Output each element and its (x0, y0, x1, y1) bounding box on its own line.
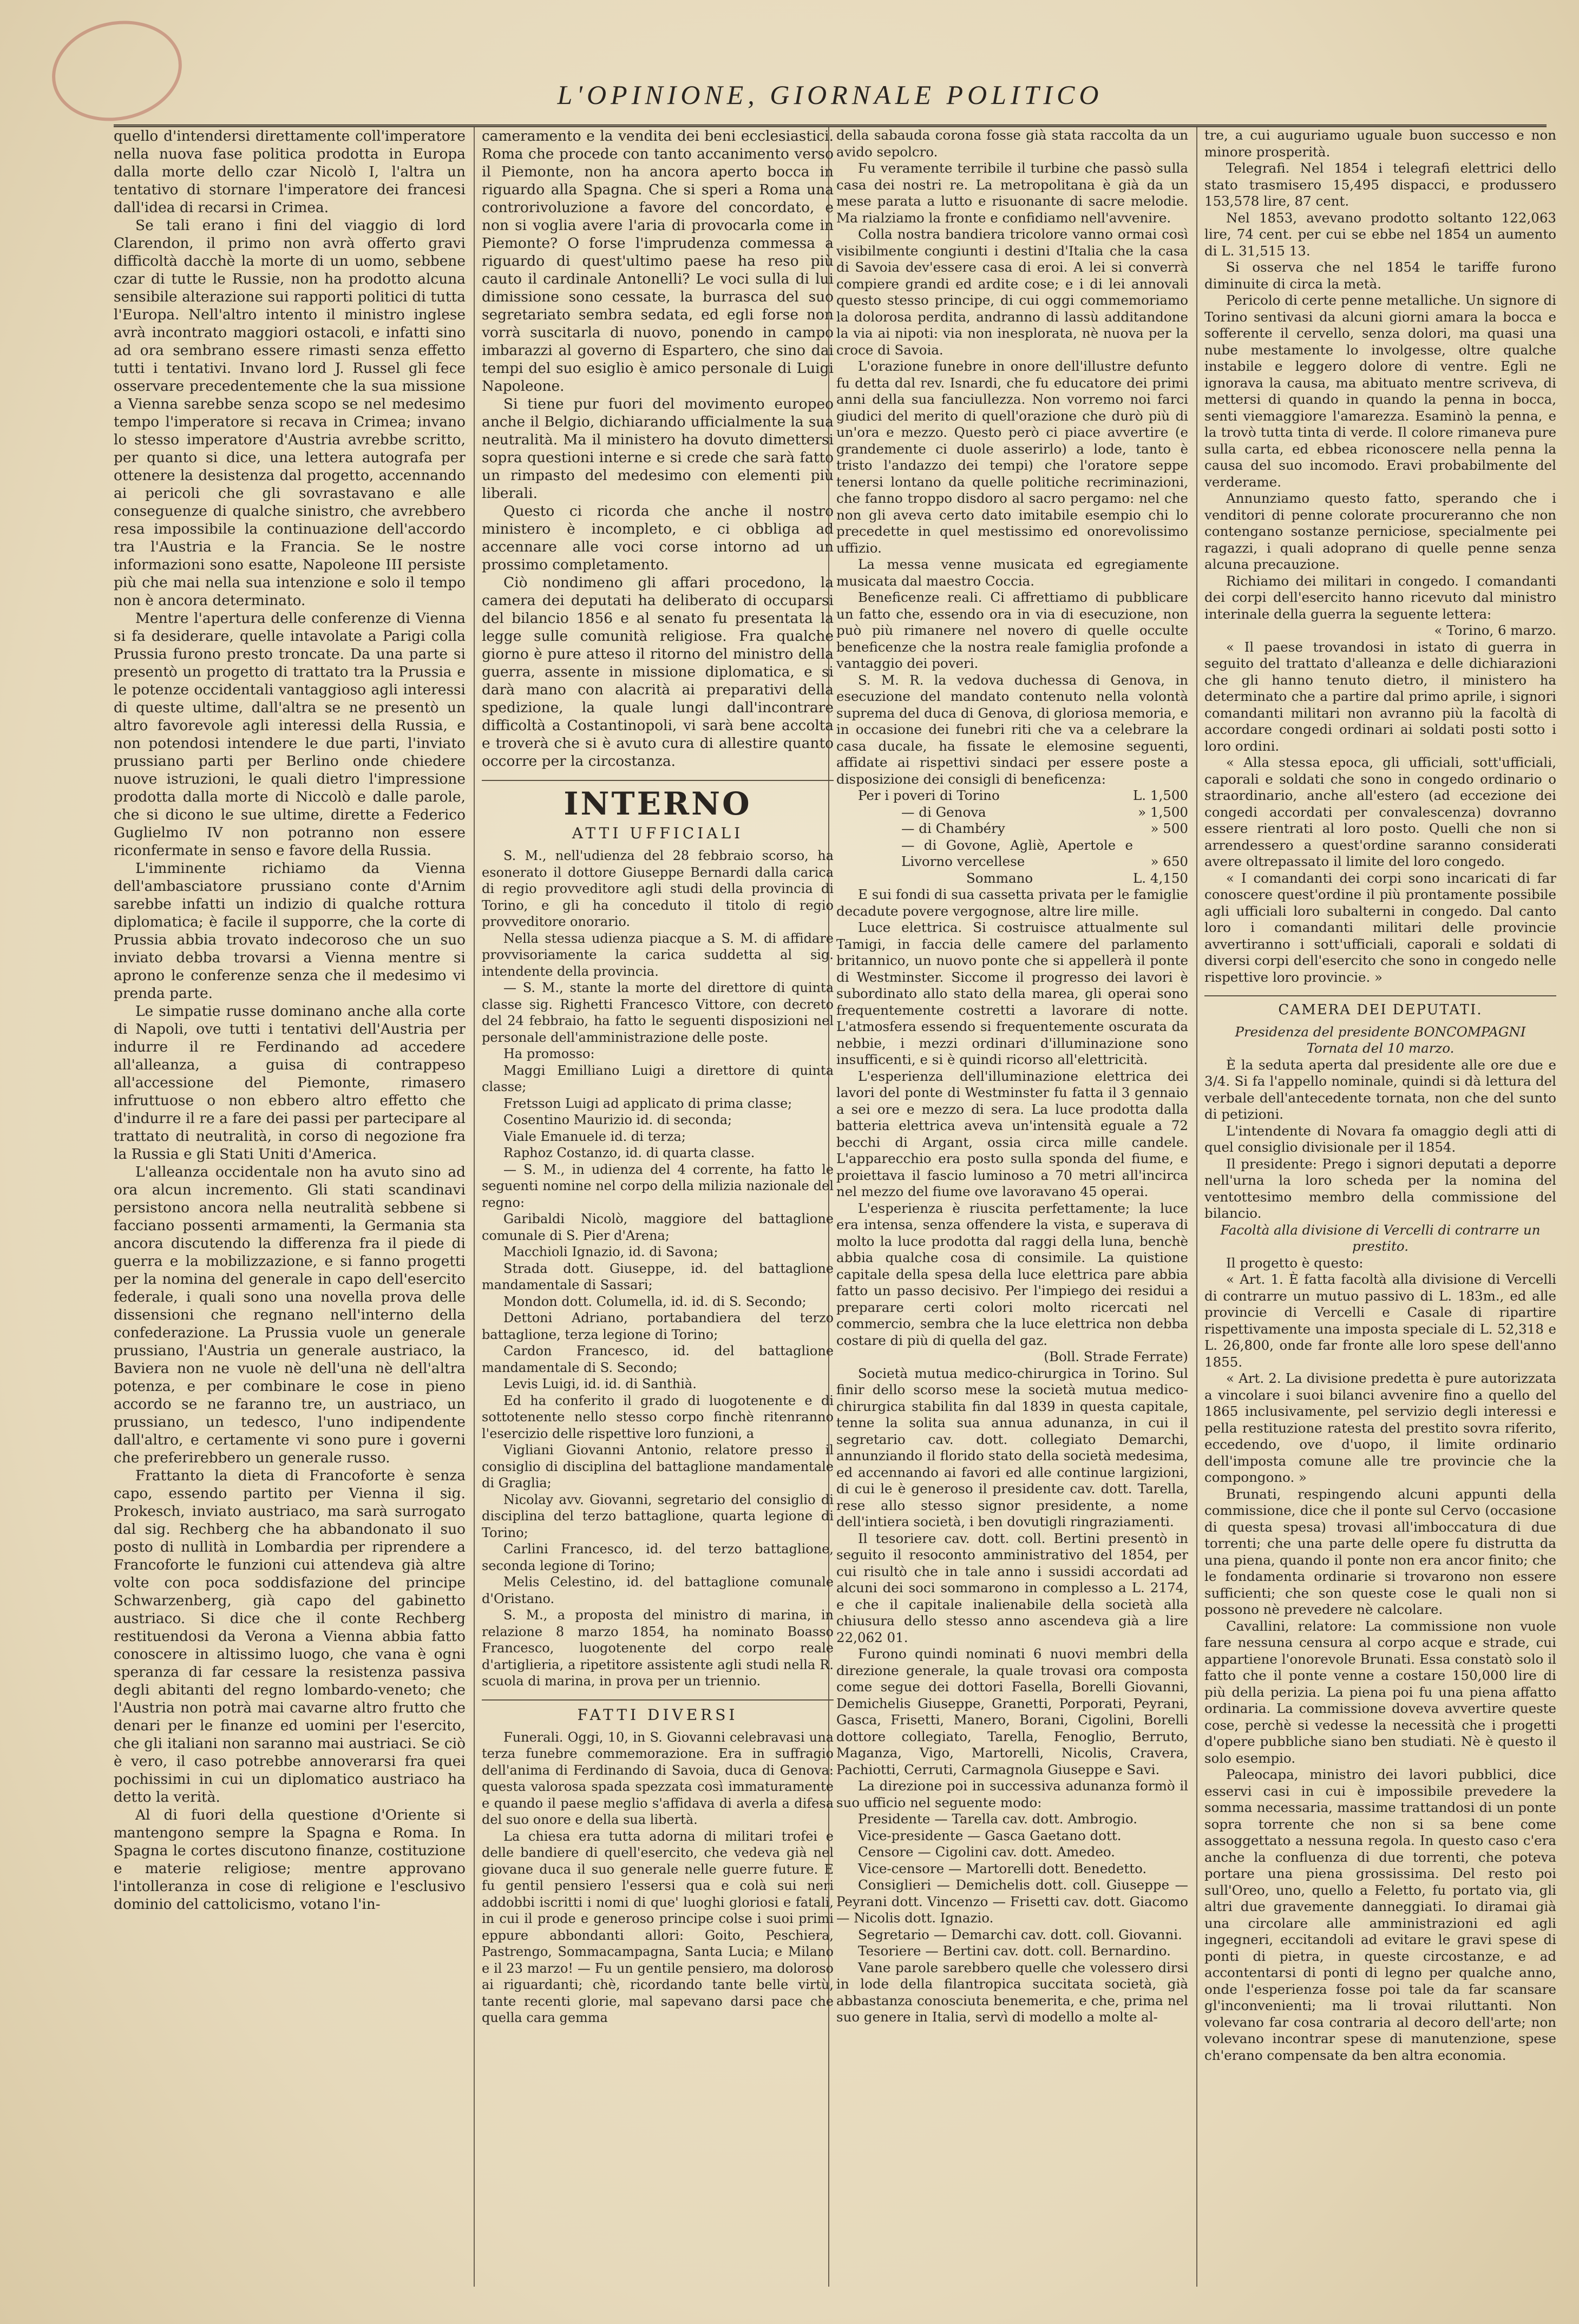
donations-table (836, 787, 1188, 887)
notice-paragraph: Macchioli Ignazio, id. di Savona; (503, 1244, 718, 1259)
article-paragraph: È la seduta aperta dal presidente alle ore due e 3/4. Si fa l'appello nominale, quindi si dà lettura del verbale dell'antecedente tornata, non che del sunto di petizioni. (1204, 1056, 1556, 1122)
office-entry: Vice-presidente — Gasca Gaetano dott. (858, 1827, 1122, 1843)
article-paragraph: Funerali. Oggi, 10, in S. Giovanni celebravasi una terza funebre commemorazione. Era in suffragio dell'anima di Ferdinando di Savoia, duca di Genova: questa valorosa spada spezzata così immaturamente e quando il paese meglio s'affidava di averla a difesa del suo onore e della sua libertà. (482, 1729, 834, 1827)
article-paragraph: La direzione poi in successiva adunanza formò il suo ufficio nel seguente modo: (836, 1778, 1188, 1810)
office-entry: Segretario — Demarchi cav. dott. coll. Giovanni. (858, 1926, 1182, 1942)
notice-paragraph: Viale Emanuele id. di terza; (503, 1128, 686, 1144)
donation-label: Sommano (966, 870, 1033, 886)
masthead: L'OPINIONE, GIORNALE POLITICO (114, 65, 1547, 127)
column-4 (1204, 127, 1556, 2287)
notice-paragraph: Nicolay avv. Giovanni, segretario del consiglio di disciplina del terzo battaglione, quarta legione di Torino; (482, 1492, 834, 1540)
donation-amount: L. 4,150 (1133, 870, 1188, 886)
article-paragraph: E sui fondi di sua cassetta privata per le famiglie decadute povere vergognose, altre lire mille. (836, 887, 1188, 919)
article-paragraph: « Alla stessa epoca, gli ufficiali, sott'ufficiali, caporali e soldati che sono in congedo ordinario o straordinario, anche all'estero (ad eccezione dei congedi accordati per convalescenza) dovranno essere rientrati al loro posto. Quelli che non si arrendessero a quest'ordine saranno considerati avere oltrepassato il limite del loro congedo. (1204, 754, 1556, 869)
office-entry: Consiglieri — Demichelis dott. coll. Giuseppe — Peyrani dott. Vincenzo — Frisetti cav. dott. Giacomo — Nicolis dott. Ignazio. (836, 1877, 1188, 1926)
article-paragraph: cameramento e la vendita dei beni ecclesiastici. Roma che procede con tanto accanimento verso il Piemonte, non ha ancora aperto bocca in riguardo alla Spagna. Che si speri a Roma una controrivoluzione a favore del concordato, e non si voglia avere l'aria di provocarla come in Piemonte? O forse l'imprudenza commessa a riguardo di quest'ultimo paese ha reso più cauto il cardinale Antonelli? Le voci sulla di lui dimissione sono cessate, la burrasca del suo segretariato sembra sedata, ed egli forse non vorrà suscitarla di nuovo, ponendo in campo imbarazzi al governo di Espartero, che sino dai tempi del suo esiglio è amico personale di Luigi Napoleone. (482, 128, 834, 395)
donation-amount: » 1,500 (1138, 804, 1188, 820)
donation-label: — di Genova (901, 804, 986, 820)
section-divider (482, 1699, 834, 1701)
article-paragraph: Si tiene pur fuori del movimento europeo anche il Belgio, dichiarando ufficialmente la sua neutralità. Ma il ministero ha dovuto dimettersi sopra questioni interne e si crede che sarà fatto un rimpasto del medesimo con elementi più liberali. (482, 396, 834, 502)
notice-paragraph: Raphoz Costanzo, id. di quarta classe. (503, 1145, 755, 1160)
notice-paragraph: Ed ha conferito il grado di luogotenente e di sottotenente nello stesso corpo finchè ritenranno l'esercizio delle rispettive loro funzioni, a (482, 1393, 834, 1441)
bill-heading: Facoltà alla divisione di Vercelli di contrarre un prestito. (1220, 1222, 1541, 1254)
notice-paragraph: Dettoni Adriano, portabandiera del terzo battaglione, terza legione di Torino; (482, 1310, 834, 1342)
article-paragraph: tre, a cui auguriamo uguale buon successo e non minore prosperità. (1204, 127, 1556, 160)
article-paragraph: Brunati, respingendo alcuni appunti della commissione, dice che il ponte sul Cervo (occasione di questa spesa) trovasi all'imboccatura di due torrenti; che una parte delle opere fu distrutta da una piena, quando il ponte non era ancor finito; che le fondamenta ordinarie si trovarono non essere sufficienti; che son queste cose le quali non si possono nè prevedere nè calcolare. (1204, 1486, 1556, 1617)
office-entry: Presidente — Tarella cav. dott. Ambrogio. (858, 1811, 1138, 1827)
article-paragraph: Colla nostra bandiera tricolore vanno ormai così visibilmente congiunti i destini d'Italia che la casa di Savoia dev'essere casa di eroi. A lei si converrà compiere grandi ed ardite cose; e i di lei annovali questo stesso principe, di cui oggi commemoriamo la dolorosa perdita, andranno di lassù additandone la via ai nipoti: via non inesplorata, nè nuova per la croce di Savoia. (836, 226, 1188, 358)
notice-paragraph: Ha promosso: (503, 1046, 595, 1061)
article-paragraph: Il tesoriere cav. dott. coll. Bertini presentò in seguito il resoconto amministrativo del 1854, per cui risultò che in tale anno i sussidi accordati ad alcuni dei soci sommarono in complesso a L. 2174, e che il capitale inalienabile della società alla chiusura dello stesso anno ascendeva già a lire 22,062 01. (836, 1530, 1188, 1645)
article-paragraph: Fu veramente terribile il turbine che passò sulla casa dei nostri re. La metropolitana è già da un mese parata a lutto e risuonante di sacre melodie. Ma rialziamo la fronte e confidiamo nell'avvenire. (836, 160, 1188, 226)
donation-label: — di Chambéry (901, 820, 1005, 836)
section-title-interno: INTERNO (564, 785, 752, 822)
notice-paragraph: Strada dott. Giuseppe, id. del battaglione mandamentale di Sassari; (482, 1261, 834, 1292)
notice-paragraph: Cosentino Maurizio id. di seconda; (503, 1112, 732, 1127)
column-rule (474, 127, 475, 2287)
notice-paragraph: Vigliani Giovanni Antonio, relatore presso il consiglio di disciplina del battaglione mandamentale di Graglia; (482, 1442, 834, 1491)
section-divider (482, 780, 834, 781)
notice-paragraph: Garibaldi Nicolò, maggiore del battaglione comunale di S. Pier d'Arena; (482, 1211, 834, 1243)
notice-paragraph: Mondon dott. Columella, id. id. di S. Secondo; (503, 1294, 807, 1309)
notice-paragraph: S. M., nell'udienza del 28 febbraio scorso, ha esonerato il dottore Giuseppe Bernardi dalla carica di regio provveditore agli studi della provincia di Torino, e gli ha conceduto il titolo di regio provveditore onorario. (482, 848, 834, 929)
article-paragraph: « I comandanti dei corpi sono incaricati di far conoscere quest'ordine il più prontamente possibile agli ufficiali loro subalterni in congedo. Dal canto loro i comandanti militari delle provincie avvertiranno i sott'ufficiali, caporali e soldati di diversi corpi dell'esercito che sono in congedo nelle rispettive loro provincie. » (1204, 870, 1556, 985)
article-paragraph: Le simpatie russe dominano anche alla corte di Napoli, ove tutti i tentativi dell'Austria per indurre il re Ferdinando ad accedere all'alleanza, a guisa di contrappeso all'accessione del Piemonte, rimasero infruttuose o non ebbero altro effetto che d'indurre il re a fare dei passi per partecipare al trattato di neutralità, in corso di negozione fra la Russia e gli Stati Uniti d'America. (114, 1003, 466, 1163)
office-entry: Tesoriere — Bertini cav. dott. coll. Bernardino. (858, 1943, 1171, 1959)
article-paragraph: « Art. 1. È fatta facoltà alla divisione di Vercelli di contrarre un mutuo passivo di L. 183m., ed alle provincie di Vercelli e Casale di ripartire rispettivamente una imposta speciale di L. 52,318 e L. 26,800, onde far fronte alle loro spese dell'anno 1855. (1204, 1271, 1556, 1370)
article-paragraph: Società mutua medico-chirurgica in Torino. Sul finir dello scorso mese la società mutua medico-chirurgica stabilita fin dal 1839 in questa capitale, tenne la solita sua annua adunanza, in cui il segretario cav. dott. collegiato Demarchi, annunziando il florido stato della società medesima, ed accennando ai favori ed alle continue largizioni, di cui le è generoso il presidente cav. dott. Tarella, rese allo stesso signor presidente, a nome dell'intiera società, i ben dovutigli ringraziamenti. (836, 1365, 1188, 1529)
column-3 (836, 127, 1188, 2287)
article-paragraph: Il presidente: Prego i signori deputati a deporre nell'urna la loro scheda per la nomina del ventottesimo membro della commissione del bilancio. (1204, 1156, 1556, 1221)
section-title-camera: CAMERA DEI DEPUTATI. (1278, 1002, 1483, 1018)
table-row (836, 870, 1188, 887)
donation-amount: » 650 (1150, 854, 1188, 869)
article-paragraph: L'esperienza è riuscita perfettamente; la luce era intensa, senza offendere la vista, e superava di molto la luce prodotta dal raggi della luna, benchè abbia qualche cosa di consimile. La quistione capitale della spesa della luce elettrica pare abbia fatto un passo decisivo. Per l'impiego dei residui a preparare certi colori molto ricercati nel commercio, sembra che la luce elettrica non debba costare di più di quella del gaz. (836, 1200, 1188, 1348)
section-divider (1204, 995, 1556, 996)
table-row (836, 837, 1188, 870)
article-paragraph: L'orazione funebre in onore dell'illustre defunto fu detta dal rev. Isnardi, che fu educatore dei primi anni della sua fanciullezza. Non vorremo noi farci giudici del merito di quell'orazione che durò più di un'ora e mezzo. Questo però ci piace avvertire (e grandemente ci duole asserirlo) a lode, tanto è tristo l'andazzo dei tempi) che l'oratore seppe tenersi lontano da quelle politiche recriminazioni, che fanno troppo disdoro al sacro pergamo: nel che non gli aveva certo dato imitabile esempio chi lo precedette in quel mestissimo ed onorevolissimo uffizio. (836, 358, 1188, 556)
subsection-title-atti: ATTI UFFICIALI (572, 824, 744, 842)
letter-dateline: « Torino, 6 marzo. (1434, 622, 1556, 638)
notice-paragraph: Maggi Emilliano Luigi a direttore di quinta classe; (482, 1062, 834, 1094)
notice-paragraph: — S. M., stante la morte del direttore di quinta classe sig. Righetti Francesco Vittore, con decreto del 24 febbraio, ha fatto le seguenti disposizioni nel personale dell'amministrazione delle poste. (482, 980, 834, 1045)
article-paragraph: Luce elettrica. Si costruisce attualmente sul Tamigi, in faccia delle camere del parlamento britannico, un nuovo ponte che si appellerà il ponte di Westminster. Siccome il progresso dei lavori è subordinato allo stato della marea, gli operai sono frequentemente costretti a lavorare di notte. L'atmosfera essendo si frequentemente oscurata da nebbie, i mezzi ordinari d'illuminazione sono insufficenti, e si è quindi ricorso all'elettricità. (836, 920, 1188, 1067)
article-paragraph: La chiesa era tutta adorna di militari trofei e delle bandiere di quell'esercito, che vedeva già nel giovane duca il suo generale nelle guerre future. E fu gentil pensiero l'essersi qua e colà sui neri addobbi iscritti i nomi di que' luoghi gloriosi e fatali, in cui il prode e generoso principe colse i suoi primi eppure abbondanti allori: Goito, Peschiera, Pastrengo, Sommacampagna, Santa Lucia; e Milano e il 23 marzo! — Fu un gentile pensiero, ma doloroso ai riguardanti; chè, ricordando tante belle virtù, tante recenti glorie, mal sapevano darsi pace che quella cara gemma (482, 1828, 834, 2025)
article-paragraph: Frattanto la dieta di Francoforte è senza capo, essendo partito per Vienna il sig. Prokesch, inviato austriaco, ma sarà surrogato dal sig. Rechberg che ha abbandonato il suo posto di nullità in Lombardia per riprendere a Francoforte le funzioni cui attendeva già altre volte con poca soddisfazione del principe Schwarzenberg, già capo del gabinetto austriaco. Si dice che il conte Rechberg restituendosi da Verona a Vienna abbia fatto conoscere in altissimo luogo, che vana è ogni speranza di far cessare la resistenza passiva degli abitanti del regno lombardo-veneto; che l'Austria non potrà mai cavarne altro frutto che denari per le finanze ed uomini per l'esercito, che gli italiani non saranno mai austriaci. Se ciò è vero, il caso potrebbe annoverarsi fra quei pochissimi in cui un diplomatico austriaco ha detto la verità. (114, 1467, 466, 1806)
article-paragraph: Si osserva che nel 1854 le tariffe furono diminuite di circa la metà. (1204, 259, 1556, 292)
article-paragraph: Nel 1853, avevano prodotto soltanto 122,063 lire, 74 cent. per cui se ebbe nel 1854 un aumento di L. 31,515 13. (1204, 209, 1556, 259)
article-paragraph: quello d'intendersi direttamente coll'imperatore nella nuova fase politica prodotta in Europa dalla morte dello czar Nicolò I, l'altra un tentativo di stornare l'imperatore dei francesi dall'idea di recarsi in Crimea. (114, 128, 466, 216)
article-paragraph: « Il paese trovandosi in istato di guerra in seguito del trattato d'alleanza e delle dichiarazioni che gli hanno tenuto dietro, il ministero ha determinato che a partire dal primo aprile, i signori comandanti militari non avranno più la facoltà di accordare congedi ordinari ai soldati posti sotto i loro ordini. (1204, 639, 1556, 754)
column-2 (482, 127, 834, 2287)
article-paragraph: Questo ci ricorda che anche il nostro ministero è incompleto, e ci obbliga ad accennare alle voci corse intorno ad un prossimo completamento. (482, 503, 834, 573)
article-paragraph: « Art. 2. La divisione predetta è pure autorizzata a vincolare i suoi bilanci avvenire fino a quello del 1865 inclusivamente, pel servizio degli interessi e pella restituzione ratesta del prestito sovra riferito, eccedendo, ove d'uopo, il limite ordinario dell'imposta comune alle tre provincie che la compongono. » (1204, 1370, 1556, 1485)
article-paragraph: Furono quindi nominati 6 nuovi membri della direzione generale, la quale trovasi ora composta come segue dei dottori Fasella, Borelli Giovanni, Demichelis Giuseppe, Granetti, Porporati, Peyrani, Gasca, Frisetti, Manero, Borani, Cigolini, Borelli dottore collegiato, Tarella, Fenoglio, Berruto, Maganza, Vigo, Martorelli, Nicolis, Cravera, Pachiotti, Cerruti, Carmagnola Giuseppe e Savi. (836, 1646, 1188, 1777)
notice-paragraph: Carlini Francesco, id. del terzo battaglione, seconda legione di Torino; (482, 1541, 834, 1573)
notice-paragraph: — S. M., in udienza del 4 corrente, ha fatto le seguenti nomine nel corpo della milizia nazionale del regno: (482, 1161, 834, 1210)
article-paragraph: L'alleanza occidentale non ha avuto sino ad ora alcun incremento. Gli stati scandinavi persistono ancora nella neutralità sebbene si facciano possenti armamenti, la Germania sta ancora discutendo la differenza fra il piede di guerra e la mobilizzazione, e si fanno progetti per la nomina del generale in capo dell'esercito federale, i quali sono una novella prova delle dissensioni che regnano nell'interno della confederazione. La Prussia vuole un generale prussiano, l'Austria un generale austriaco, la Baviera non ne vuole nè dell'una nè dell'altra potenza, e per combinare le cose in pieno accordo se ne faranno tre, un austriaco, un prussiano, un tedesco, l'uno indipendente dall'altro, e certamente vi sono pure i governi che preferirebbero un generale russo. (114, 1164, 466, 1466)
table-row (836, 787, 1188, 804)
table-row (836, 820, 1188, 837)
article-paragraph: Mentre l'apertura delle conferenze di Vienna si fa desiderare, quelle intavolate a Parigi colla Prussia furono presto troncate. Da una parte si presentò un progetto di trattato tra la Prussia e le potenze occidentali vantaggioso agli interessi di queste ultime, dall'altra se ne presentò un altro favorevole agli interessi della Russia, e non potendosi intendere le due parti, l'inviato prussiano parti per Berlino onde chiedere nuove istruzioni, le quali dietro l'impressione prodotta dalla morte di Niccolò e dalle parole, che si dicono le sue ultime, dirette a Federico Guglielmo IV non potranno non essere riconfermate in senso e favore della Russia. (114, 610, 466, 859)
notice-paragraph: Melis Celestino, id. del battaglione comunale d'Oristano. (482, 1574, 834, 1606)
donation-label: — di Govone, Agliè, Apertole e Livorno vercellese (901, 837, 1134, 869)
article-paragraph: Se tali erano i fini del viaggio di lord Clarendon, il primo non avrà offerto gravi difficoltà dacchè la morte di un uomo, sebbene czar di tutte le Russie, non ha prodotto alcuna sensibile alterazione sui rapporti politici di tutta l'Europa. Nell'altro intento il ministro inglese avrà incontrato maggiori ostacoli, e infatti sino ad ora sembrano essere rimasti senza effetto tutti i tentativi. Invano lord J. Russel gli fece osservare precedentemente che la sua missione a Vienna sarebbe senza scopo se nel medesimo tempo l'imperatore si recava in Crimea; invano lo stesso imperatore d'Austria avrebbe scritto, per quanto si dice, una lettera autografa per ottenere la desistenza dal progetto, accennando ai pericoli che gli sovrastavano e alle conseguenze di qualche sinistro, che avrebbero resa impossibile la continuazione dell'accordo tra l'Austria e la Francia. Se le nostre informazioni sono esatte, Napoleone III persiste più che mai nella sua intenzione e solo il tempo non è ancora determinato. (114, 217, 466, 609)
donation-label: Per i poveri di Torino (858, 787, 1000, 803)
article-paragraph: La messa venne musicata ed egregiamente musicata dal maestro Coccia. (836, 556, 1188, 589)
article-paragraph: S. M. R. la vedova duchessa di Genova, in esecuzione del mandato contenuto nella volontà suprema del duca di Genova, di gloriosa memoria, e in occasione dei funebri riti che va a celebrare la casa ducale, ha fissate le elemosine seguenti, affidate ai rispettivi sindaci per essere poste a disposizione dei consigli di beneficenza: (836, 672, 1188, 787)
donation-amount: » 500 (1150, 820, 1188, 836)
office-entry: Vice-censore — Martorelli dott. Benedetto. (858, 1860, 1147, 1876)
column-1 (114, 127, 466, 2287)
article-paragraph: della sabauda corona fosse già stata raccolta da un avido sepolcro. (836, 127, 1188, 160)
article-paragraph: L'intendente di Novara fa omaggio degli atti di quel consiglio divisionale per il 1854. (1204, 1122, 1556, 1155)
donation-amount: L. 1,500 (1133, 787, 1188, 803)
notice-paragraph: Fretsson Luigi ad applicato di prima classe; (503, 1095, 792, 1111)
article-paragraph: Beneficenze reali. Ci affrettiamo di pubblicare un fatto che, essendo ora in via di esecuzione, non può più rimanere nel novero di quelle occulte beneficenze che la nostra reale famiglia profonde a vantaggio dei poveri. (836, 589, 1188, 671)
article-paragraph: Paleocapa, ministro dei lavori pubblici, dice esservi casi in cui è impossibile prevedere la somma necessaria, massime trattandosi di un ponte sopra torrente che non si sa bene come assoggettato a nessuna regola. In questo caso c'era anche la confluenza di due torrenti, che poteva portare una piena grossissima. Del resto poi sull'Oreo, uno, quello a Feletto, fu portato via, gli altri due gravemente danneggiati. Io diramai già una circolare alle amministrazioni ed agli ingegneri, eccitandoli ad evitare le gravi spese di ponti di pietra, in queste circostanze, e ad accontentarsi di ponti di legno per qualche anno, onde l'esperienza fosse poi tale da far scansare gl'inconvenienti; ma li trovai riluttanti. Non volevano far cosa contraria al decoro dell'arte; non volevano incontrar spese di manutenzione, spese ch'erano compensate da ben altra economia. (1204, 1767, 1556, 2063)
notice-paragraph: S. M., a proposta del ministro di marina, in relazione 8 marzo 1854, ha nominato Boasso Francesco, luogotenente del corpo reale d'artiglieria, a ripetitore assistente agli studi nella R. scuola di marina, in prova per un triennio. (482, 1607, 834, 1689)
notice-paragraph: Levis Luigi, id. id. di Santhià. (503, 1376, 697, 1391)
notice-paragraph: Cardon Francesco, id. del battaglione mandamentale di S. Secondo; (482, 1343, 834, 1375)
article-paragraph: L'imminente richiamo da Vienna dell'ambasciatore prussiano conte d'Arnim sarebbe infatti un indizio di qualche rottura diplomatica; è facile il supporre, che la corte di Prussia abbia trovato indecoroso che un suo inviato debba trovarsi a Vienna mentre si aprono le conferenze senza che il medesimo vi prenda parte. (114, 860, 466, 1002)
source-credit: (Boll. Strade Ferrate) (1044, 1349, 1188, 1364)
office-entry: Censore — Cigolini cav. dott. Amedeo. (858, 1844, 1115, 1860)
article-paragraph: Al di fuori della questione d'Oriente si mantengono sempre la Spagna e Roma. In Spagna le cortes discutono finanze, costituzione e materie religiose; mentre approvano l'intolleranza in cose di religione e l'esclusivo dominio del cattolicismo, votano l'in- (114, 1807, 466, 1913)
article-paragraph: Il progetto è questo: (1226, 1255, 1364, 1271)
article-paragraph: L'esperienza dell'illuminazione elettrica dei lavori del ponte di Westminster fu fatta il 3 gennaio a sei ore e mezzo di sera. La luce prodotta dalla batteria elettrica aveva un'intensità eguale a 72 becchi di Argant, ossia circa mille candele. L'apparecchio era posto sulla sponda del fiume, e proiettava il fascio luminoso a 70 metri all'incirca nel mezzo del fiume ove lavoravano 45 operai. (836, 1068, 1188, 1199)
article-paragraph: Telegrafi. Nel 1854 i telegrafi elettrici dello stato trasmisero 15,495 dispacci, e produssero 153,578 lire, 87 cent. (1204, 160, 1556, 209)
notice-paragraph: Nella stessa udienza piacque a S. M. di affidare provvisoriamente la carica suddetta al sig. intendente della provincia. (482, 930, 834, 979)
subsection-title-fatti: FATTI DIVERSI (577, 1705, 738, 1724)
article-paragraph: Ciò nondimeno gli affari procedono, la camera dei deputati ha deliberato di occuparsi del bilancio 1856 e al senato fu presentata la legge sulle comunità religiose. Fra qualche giorno è pure atteso il ritorno del ministro della guerra, assente in missione diplomatica, e si darà mano con alacrità ai preparativi della spedizione, la quale lungi dall'incontrare difficoltà a Costantinopoli, vi sarà bene accolta e troverà che si è avuto cura di allestire quanto occorre per la circostanza. (482, 574, 834, 770)
article-paragraph: Pericolo di certe penne metalliche. Un signore di Torino sentivasi da alcuni giorni amara la bocca e sofferente il cervello, senza dolori, ma quasi una nube mestamente lo involgesse, oltre qualche instabile e leggero dolore di ventre. Egli ne ignorava la causa, ma abituato mentre scriveva, di mettersi di quando in quando la penna in bocca, senti viemaggiore l'amarezza. Esaminò la penna, e la trovò tutta tinta di verde. Il colore rimaneva pure sulla carta, ed ebbea riconoscere nella penna la causa del suo incomodo. Eravi probabilmente del verderame. (1204, 292, 1556, 490)
article-paragraph: Cavallini, relatore: La commissione non vuole fare nessuna censura al corpo acque e strade, cui appartiene l'onorevole Brunati. Essa constatò solo il fatto che il ponte venne a costare 150,000 lire di più della perizia. La piena poi fu una piena affatto ordinaria. La commissione doveva avvertire queste cose, perchè si vedesse la necessità che i progetti d'opere pubbliche siano ben studiati. Nè è questo il solo esempio. (1204, 1618, 1556, 1766)
session-presidency: Presidenza del presidente BONCOMPAGNI (1235, 1023, 1526, 1040)
article-paragraph: Richiamo dei militari in congedo. I comandanti dei corpi dell'esercito hanno ricevuto dal ministro interinale della guerra la seguente lettera: (1204, 573, 1556, 622)
column-rule (1196, 127, 1197, 2287)
article-paragraph: Vane parole sarebbero quelle che volessero dirsi in lode della filantropica succitata società, già abbastanza conosciuta benemerita, e che, prima nel suo genere in Italia, servì di modello a molte al- (836, 1959, 1188, 2025)
article-paragraph: Annunziamo questo fatto, sperando che i venditori di penne colorate procureranno che non contengano sostanze perniciose, specialmente pei ragazzi, i quali adoprano di quelle penne senza alcuna precauzione. (1204, 490, 1556, 572)
session-date: Tornata del 10 marzo. (1306, 1040, 1454, 1056)
table-row (836, 804, 1188, 821)
